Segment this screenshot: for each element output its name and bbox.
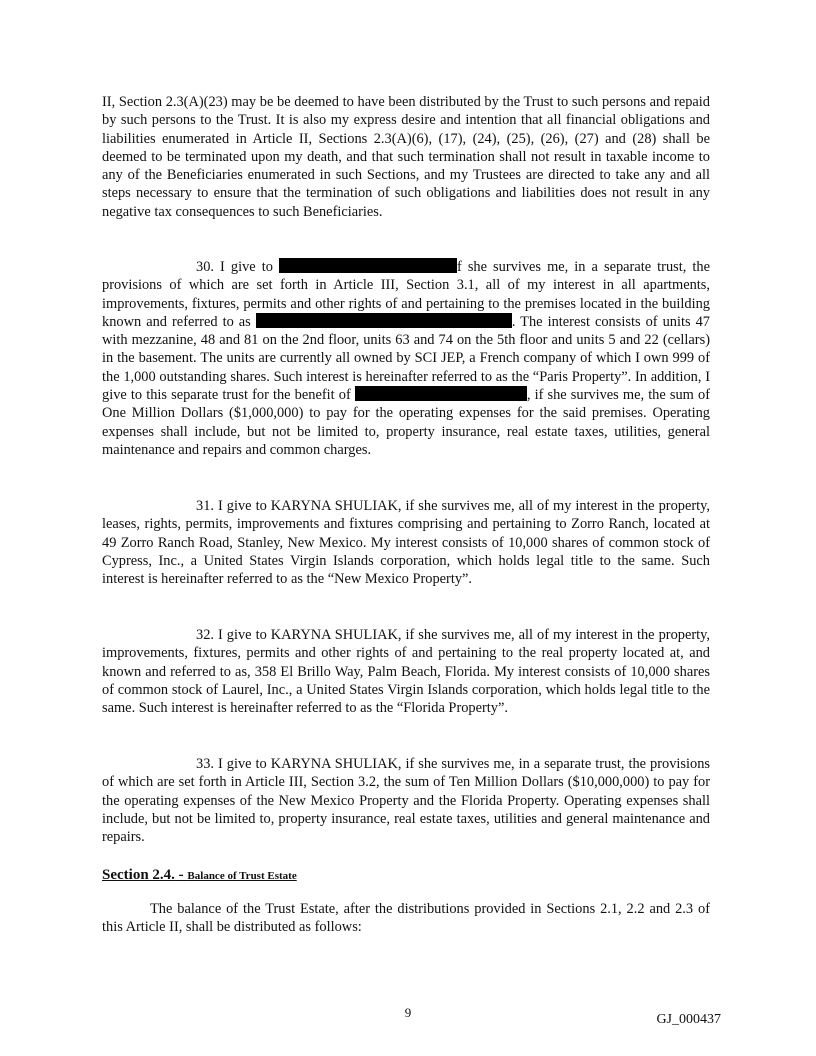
continuation-paragraph: II, Section 2.3(A)(23) may be be deemed to have been distributed by the Trust to such persons and repaid by such persons to the Trust. It is also my express desire and intention that all financial obligations and liabilities enumerated in Article II, Sections 2.3(A)(6), (17), (24), (25), (26), (27) and (28) shall be deemed to be terminated upon my death, and that such termination shall not result in taxable income to any of the Beneficiaries enumerated in such Sections, and my Trustees are directed to take any and all steps necessary to ensure that the termination of such obligations and liabilities does not result in any negative tax consequences to such Beneficiaries. — [102, 94, 710, 220]
paragraph-33: 33. I give to KARYNA SHULIAK, if she survives me, in a separate trust, the provisions of which are set forth in Article III, Section 3.2, the sum of Ten Million Dollars ($10,000,000) to pay for the operating expenses of the New Mexico Property and the Florida Property. Operating expenses shall include, but not be limited to, property insurance, real estate taxes, utilities and general maintenance and repairs. — [102, 756, 710, 846]
paragraph-33-block — [102, 755, 710, 846]
section-heading — [102, 866, 297, 885]
balance-paragraph: The balance of the Trust Estate, after the distributions provided in Sections 2.1, 2.2 and 2.3 of this Article II, shall be distributed as follows: — [102, 901, 710, 936]
continuation-block — [102, 93, 710, 221]
redaction-box — [256, 313, 512, 328]
paragraph-31: 31. I give to KARYNA SHULIAK, if she survives me, all of my interest in the property, leases, rights, permits, improvements and fixtures comprising and pertaining to Zorro Ranch, located at 49 Zorro Ranch Road, Stanley, New Mexico. My interest consists of 10,000 shares of common stock of Cypress, Inc., a United States Virgin Islands corporation, which holds legal title to the same. Such interest is hereinafter referred to as the “New Mexico Property”. — [102, 498, 710, 588]
paragraph-30: 30. I give to f she survives me, in a separate trust, the provisions of which are set forth in Article III, Section 3.1, all of my interest in all apartments, improvements, fixtures, permits and other rights of and pertaining to the premises located in the building known and referred to as . The interest consists of units 47 with mezzanine, 48 and 81 on the 2nd floor, units 63 and 74 on the 5th floor and units 5 and 22 (cellars) in the basement. The units are currently all owned by SCI JEP, a French company of which I own 999 of the 1,000 outstanding shares. Such interest is hereinafter referred to as the “Paris Property”. In addition, I give to this separate trust for the benefit of , if she survives me, the sum of One Million Dollars ($1,000,000) to pay for the operating expenses for the said premises. Operating expenses shall include, but not be limited to, property insurance, real estate taxes, utilities, general maintenance and repairs and common charges. — [102, 259, 710, 458]
paragraph-30-block — [102, 258, 710, 459]
redaction-box — [279, 258, 457, 273]
page-number: 9 — [404, 1005, 412, 1020]
document-id: GJ_000437 — [656, 1012, 721, 1027]
paragraph-32-block — [102, 626, 710, 717]
paragraph-32: 32. I give to KARYNA SHULIAK, if she survives me, all of my interest in the property, improvements, fixtures, permits and other rights of and pertaining to the real property located at, and known and referred to as, 358 El Brillo Way, Palm Beach, Florida. My interest consists of 10,000 shares of common stock of Laurel, Inc., a United States Virgin Islands corporation, which holds legal title to the same. Such interest is hereinafter referred to as the “Florida Property”. — [102, 627, 710, 717]
redaction-box — [355, 386, 527, 401]
paragraph-31-block — [102, 497, 710, 588]
section-separator: - — [174, 867, 188, 883]
balance-block — [102, 900, 710, 937]
section-subtitle: Balance of Trust Estate — [187, 870, 297, 882]
section-title: Section 2.4. — [102, 867, 175, 883]
